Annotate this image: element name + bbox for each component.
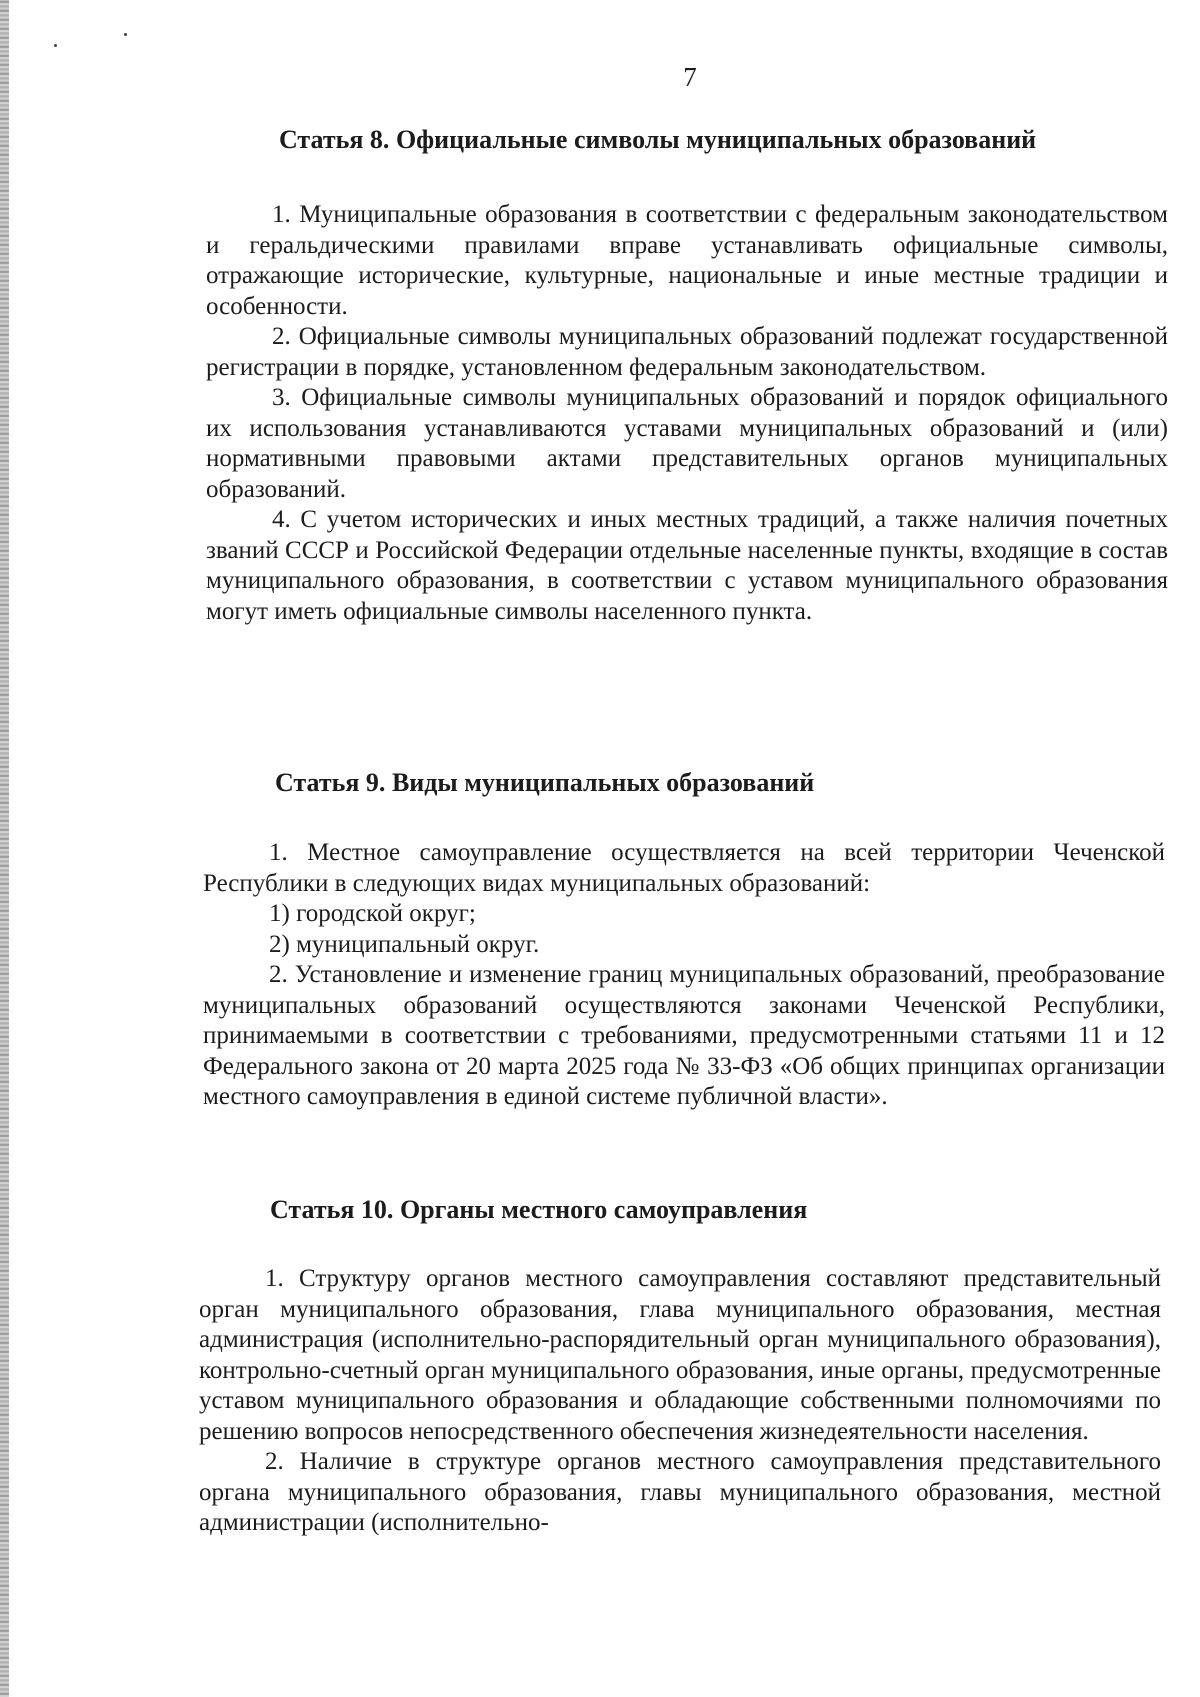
paragraph: 1. Муниципальные образования в соответствии с федеральным законодательством и геральдическими правилами вправе устанавливать официальные символы, отражающие исторические, культурные, национальные и иные местные традиции и особенности. (206, 201, 1168, 320)
article-body (199, 1264, 1161, 1539)
list-item: 2) муниципальный округ. (269, 930, 540, 958)
article-number: Статья 9. (275, 768, 386, 797)
article-title: Органы местного самоуправления (399, 1195, 808, 1224)
article-body (203, 838, 1165, 1113)
paragraph: 4. С учетом исторических и иных местных традиций, а также наличия почетных званий СССР и Российской Федерации отдельные населенные пункты, входящие в состав муниципального образования, в соответствии с уставом муниципального образования могут иметь официальные символы населенного пункта. (206, 506, 1168, 625)
scan-edge (0, 0, 9, 1697)
paragraph: 2. Официальные символы муниципальных образований подлежат государственной регистрации в порядке, установленном федеральным законодательством. (206, 323, 1168, 381)
article-heading (279, 125, 1036, 155)
scan-speck (124, 33, 127, 36)
page-number: 7 (683, 62, 697, 92)
list-item: 1) городской округ; (269, 900, 476, 927)
paragraph: 1. Структуру органов местного самоуправления составляют представительный орган муниципального образования, глава муниципального образования, местная администрация (исполнительно-распорядительный орган муниципального образования), контрольно-счетный орган муниципального образования, иные органы, предусмотренные уставом муниципального образования и обладающие собственными полномочиями по решению вопросов непосредственного обеспечения жизнедеятельности населения. (199, 1265, 1161, 1445)
paragraph: 2. Установление и изменение границ муниципальных образований, преобразование муниципальных образований осуществляются законами Чеченской Республики, принимаемыми в соответствии с требованиями, предусмотренными статьями 11 и 12 Федерального закона от 20 марта 2025 года № 33-ФЗ «Об общих принципах организации местного самоуправления в единой системе публичной власти». (203, 961, 1165, 1110)
article-title: Виды муниципальных образований (391, 768, 815, 797)
paragraph: 3. Официальные символы муниципальных образований и порядок официального их использования устанавливаются уставами муниципальных образований и (или) нормативными правовыми актами представительных органов муниципальных образований. (206, 384, 1168, 503)
article-heading (275, 768, 814, 798)
article-heading (270, 1195, 807, 1225)
article-number: Статья 10. (270, 1195, 394, 1224)
paragraph: 2. Наличие в структуре органов местного самоуправления представительного органа муниципального образования, главы муниципального образования, местной администрации (исполнительно- (199, 1448, 1161, 1536)
article-title: Официальные символы муниципальных образований (395, 125, 1037, 154)
article-body (206, 200, 1168, 627)
article-number: Статья 8. (279, 125, 390, 154)
paragraph: 1. Местное самоуправление осуществляется на всей территории Чеченской Республики в следующих видах муниципальных образований: (203, 839, 1165, 897)
scan-speck (54, 44, 57, 47)
